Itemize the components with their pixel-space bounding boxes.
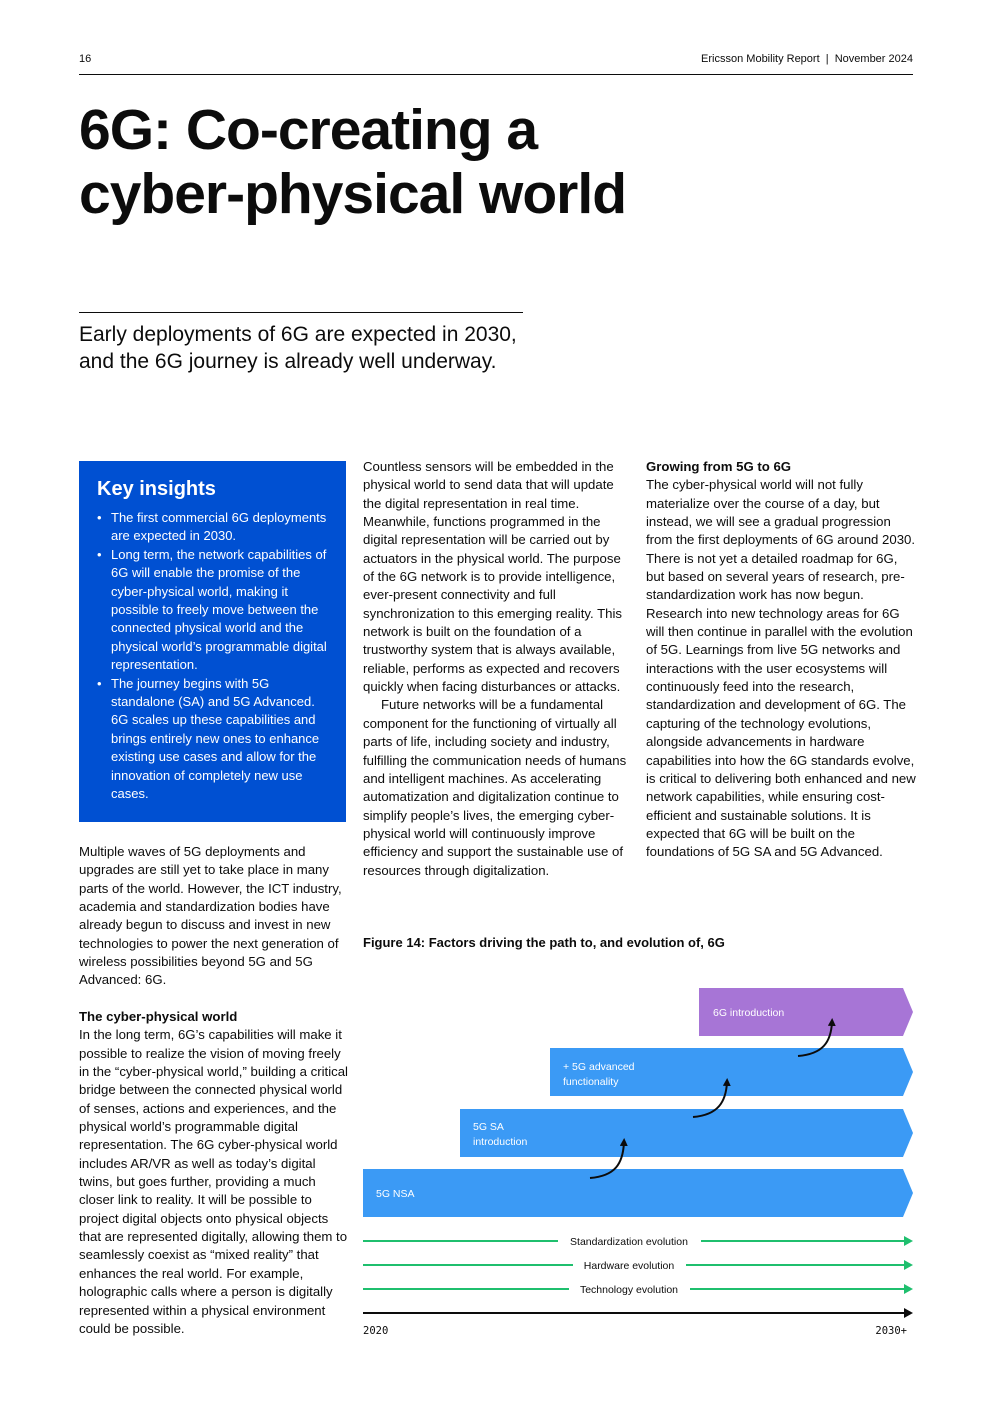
- evolution-figure: [363, 980, 918, 1340]
- page-title: [79, 98, 779, 226]
- technology-arrowhead: [904, 1284, 913, 1294]
- report-title: Ericsson Mobility Report | November 2024: [701, 53, 913, 65]
- figure-caption: Figure 14: Factors driving the path to, and evolution of, 6G: [363, 935, 725, 950]
- standardization-evolution-label: Standardization evolution: [570, 1236, 688, 1248]
- standardization-arrowhead: [904, 1236, 913, 1246]
- step-5g-advanced-label-2: functionality: [563, 1076, 619, 1088]
- key-insights-box: [79, 461, 346, 822]
- hardware-evolution-label: Hardware evolution: [583, 1260, 675, 1272]
- title-line-2: cyber-physical world: [79, 162, 627, 226]
- technology-evolution-label: Technology evolution: [579, 1284, 679, 1296]
- lead-paragraph: [79, 321, 549, 375]
- page-number: 16: [79, 53, 92, 65]
- cyber-physical-paragraph: In the long term, 6G’s capabilities will make it possible to realize the vision of moving freely in the “cyber-physical world,” building a critical bridge between the connected physical world of senses, actions and experiences, and the physical world’s programmable digital representation. The 6G cyber-physical world includes AR/VR as well as today’s digital twins, but goes further, providing a much closer link to reality. It will be possible to project digital objects onto physical objects that are represented digitally, allowing them to seamlessly coexist as “mixed reality” that enhances the real world. For example, holographic calls where a person is digitally represented within a physical environment could be possible.: [79, 1027, 348, 1336]
- intro-column: [79, 843, 351, 990]
- intro-paragraph: Multiple waves of 5G deployments and upgrades are still yet to take place in many parts of the world. However, the ICT industry, academia and standardization bodies have already begun to discuss and invest in new technologies to power the next generation of wireless possibilities beyond 5G and 5G Advanced: 6G.: [79, 844, 342, 988]
- title-line-1: 6G: Co-creating a: [79, 98, 538, 162]
- time-axis-arrowhead: [904, 1308, 913, 1318]
- insight-item: • The first commercial 6G deployments are expected in 2030.: [97, 509, 332, 546]
- evolution-diagram: [363, 980, 918, 1340]
- cyber-physical-section: [79, 1008, 351, 1338]
- key-insights-list: [97, 509, 332, 804]
- lead-line-2: and the 6G journey is already well underway.: [79, 350, 497, 373]
- future-networks-paragraph: Future networks will be a fundamental component for the functioning of virtually all parts of life, including society and industry, fulfilling the communication needs of humans and intelligent machines. As accelerating automatization and digitalization continue to simplify people’s lives, the emerging cyber-physical world will continuously improve efficiency and support the sustainable use of resources through digitalization.: [363, 697, 627, 878]
- step-5g-advanced-label: + 5G advanced: [563, 1061, 635, 1073]
- step-5g-sa-label: 5G SA: [473, 1121, 504, 1133]
- insight-item: • The journey begins with 5G standalone (SA) and 5G Advanced. 6G scales up these capabilities and brings entirely new ones to enhance existing use cases and allow for the innovation of completely new use cases.: [97, 675, 332, 804]
- sensors-paragraph: Countless sensors will be embedded in the physical world to send data that will update the digital representation in real time. Meanwhile, functions programmed in the digital representation will be carried out by actuators in the physical world. The purpose of the 6G network is to provide intelligence, ever-present connectivity and full synchronization to this emerging reality. This network is built on the foundation of a trustworthy system that is always available, reliable, performs as expected and recovers quickly when facing disturbances or attacks.: [363, 459, 622, 695]
- lead-divider: [79, 312, 523, 313]
- step-5g-nsa-shape: [363, 1169, 913, 1217]
- lead-line-1: Early deployments of 6G are expected in 2030,: [79, 323, 517, 346]
- header-divider: [79, 74, 913, 75]
- axis-end-label: 2030+: [875, 1325, 907, 1337]
- insight-item: • Long term, the network capabilities of 6G will enable the promise of the cyber-physical world, making it possible to freely move between the connected physical world and the physical world’s programmable digital representation.: [97, 546, 332, 675]
- middle-column: [363, 458, 628, 880]
- step-5g-sa-shape: [460, 1109, 913, 1157]
- hardware-arrowhead: [904, 1260, 913, 1270]
- step-5g-sa-label-2: introduction: [473, 1136, 528, 1148]
- cyber-physical-heading: The cyber-physical world: [79, 1009, 238, 1024]
- growing-heading: Growing from 5G to 6G: [646, 459, 792, 474]
- step-6g-intro-label: 6G introduction: [713, 1007, 785, 1019]
- step-5g-nsa-label: 5G NSA: [376, 1188, 415, 1200]
- growing-paragraph: The cyber-physical world will not fully materialize over the course of a day, but instead, we will see a gradual progression from the first deployments of 6G around 2030. There is not yet a detailed roadmap for 6G, but based on several years of research, pre-standardization work has now begun. Research into new technology areas for 6G will then continue in parallel with the evolution of 5G. Learnings from live 5G networks and interactions with the user ecosystems will continuously feed into the research, standardization and development of 6G. The capturing of the technology evolutions, alongside advancements in hardware capabilities into how the 6G standards evolve, is critical to delivering both enhanced and new network capabilities, while ensuring cost-efficient and sustainable solutions. It is expected that 6G will be built on the foundations of 5G SA and 5G Advanced.: [646, 477, 916, 860]
- key-insights-heading: Key insights: [97, 478, 216, 500]
- growing-section: [646, 458, 916, 862]
- axis-start-label: 2020: [363, 1325, 389, 1337]
